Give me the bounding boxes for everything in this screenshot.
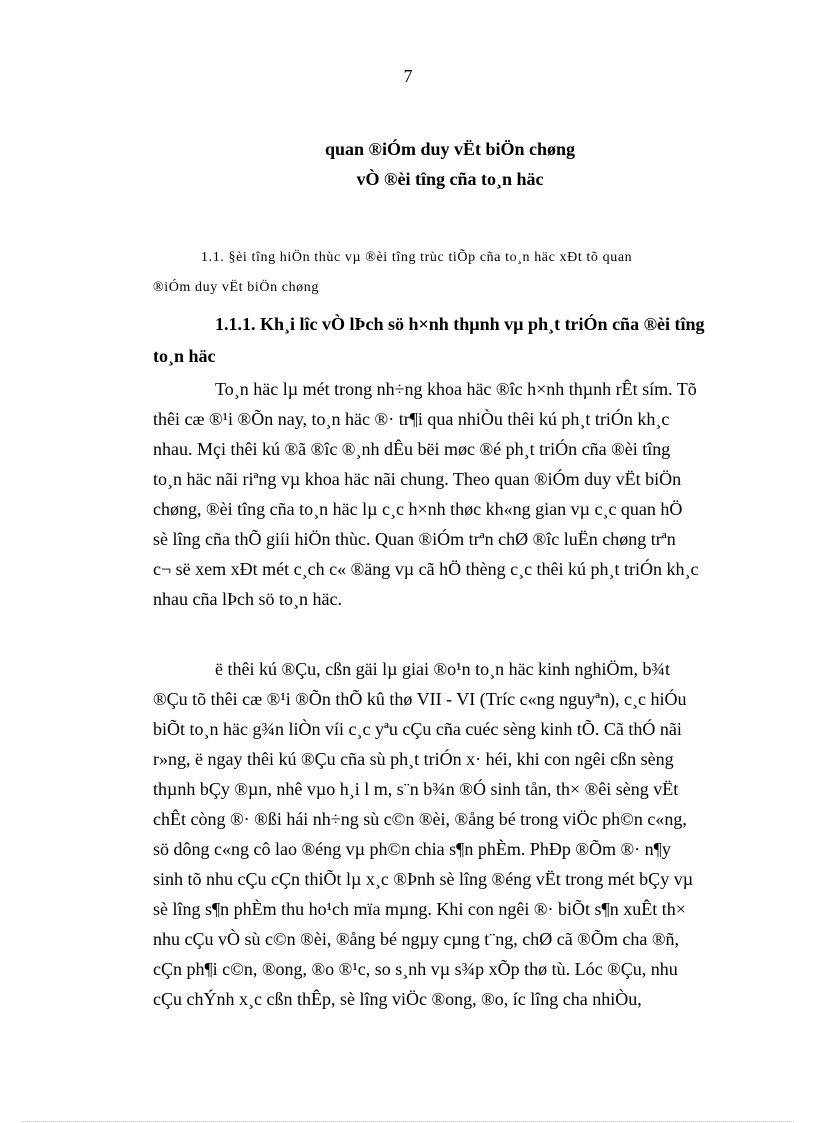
- chapter-title-line-1: quan ®iÓm duy vËt biÖn chøng: [324, 139, 576, 159]
- body-paragraph-2: [153, 654, 769, 1014]
- paragraph-line: To¸n häc lµ mét trong nh÷ng khoa häc ®îc h×nh thµnh rÊt sím. Tõ: [215, 379, 697, 399]
- section-heading-line-2: ®iÓm duy vËt biÖn chøng: [153, 280, 319, 295]
- paragraph-line: r»ng, ë ngay thêi kú ®Çu cña sù ph¸t triÓn x· héi, khi con ngêi cßn sèng: [153, 749, 674, 769]
- section-heading-line-1: 1.1. §èi tîng hiÖn thùc vµ ®èi tîng trùc tiÕp cña to¸n häc xÐt tõ quan: [201, 250, 633, 265]
- paragraph-line: nhau. Mçi thêi kú ®ã ®îc ®¸nh dÊu bëi møc ®é ph¸t triÓn cña ®èi tîng: [153, 439, 671, 459]
- paragraph-line: c¬ së xem xÐt mét c¸ch c« ®äng vµ cã hÖ thèng c¸c thêi kú ph¸t triÓn kh¸c: [153, 559, 699, 579]
- subsection-heading-line-2: to¸n häc: [153, 346, 216, 366]
- paragraph-line: nhu cÇu vÒ sù c©n ®èi, ®ång bé ngµy cµng t¨ng, chØ cã ®Õm cha ®ñ,: [153, 929, 680, 949]
- paragraph-line: cÇn ph¶i c©n, ®ong, ®o ®¹c, so s¸nh vµ s¾p xÕp thø tù. Lóc ®Çu, nhu: [153, 959, 678, 979]
- paragraph-line: biÕt to¸n häc g¾n liÒn víi c¸c yªu cÇu cña cuéc sèng kinh tÕ. Cã thÓ nãi: [153, 719, 682, 739]
- subsection-heading: [153, 308, 771, 372]
- section-heading: [153, 243, 753, 303]
- paragraph-line: nhau cña lÞch sö to¸n häc.: [153, 589, 342, 609]
- paragraph-line: sinh tõ nhu cÇu cÇn thiÕt lµ x¸c ®Þnh sè lîng ®éng vËt trong mét bÇy vµ: [153, 869, 694, 889]
- chapter-title: [0, 134, 816, 194]
- paragraph-line: ë thêi kú ®Çu, cßn gäi lµ giai ®o¹n to¸n häc kinh nghiÖm, b¾t: [215, 659, 671, 679]
- paragraph-line: sè lîng s¶n phÈm thu ho¹ch mïa mµng. Khi con ngêi ®· biÕt s¶n xuÊt th×: [153, 899, 686, 919]
- paragraph-line: chøng, ®èi tîng cña to¸n häc lµ c¸c h×nh thøc kh«ng gian vµ c¸c quan hÖ: [153, 499, 683, 519]
- subsection-heading-line-1: 1.1.1. Kh¸i lîc vÒ lÞch sö h×nh thµnh vµ ph¸t triÓn cña ®èi tîng: [215, 314, 705, 334]
- page-number: 7: [403, 66, 413, 86]
- chapter-title-line-2: vÒ ®èi tîng cña to¸n häc: [356, 169, 544, 189]
- paragraph-line: to¸n häc nãi riªng vµ khoa häc nãi chung. Theo quan ®iÓm duy vËt biÖn: [153, 469, 682, 489]
- paragraph-line: cÇu chÝnh x¸c cßn thÊp, sè lîng viÖc ®ong, ®o, íc lîng cha nhiÒu,: [153, 989, 642, 1009]
- paragraph-line: chÊt còng ®· ®ßi hái nh÷ng sù c©n ®èi, ®ång bé trong viÖc ph©n c«ng,: [153, 809, 687, 829]
- paragraph-line: thµnh bÇy ®µn, nhê vµo h¸i l m, s¨n b¾n ®Ó sinh tån, th× ®êi sèng vËt: [153, 779, 679, 799]
- page-footer-divider: [22, 1121, 794, 1122]
- body-paragraph-1: [153, 374, 769, 614]
- paragraph-line: sö dông c«ng cô lao ®éng vµ ph©n chia s¶n phÈm. PhÐp ®Õm ®· n¶y: [153, 839, 671, 859]
- paragraph-line: sè lîng cña thÕ giíi hiÖn thùc. Quan ®iÓm trªn chØ ®îc luËn chøng trªn: [153, 529, 676, 549]
- paragraph-line: ®Çu tõ thêi cæ ®¹i ®Õn thÕ kû thø VII - VI (Tríc c«ng nguyªn), c¸c hiÓu: [153, 689, 687, 709]
- paragraph-line: thêi cæ ®¹i ®Õn nay, to¸n häc ®· tr¶i qua nhiÒu thêi kú ph¸t triÓn kh¸c: [153, 409, 670, 429]
